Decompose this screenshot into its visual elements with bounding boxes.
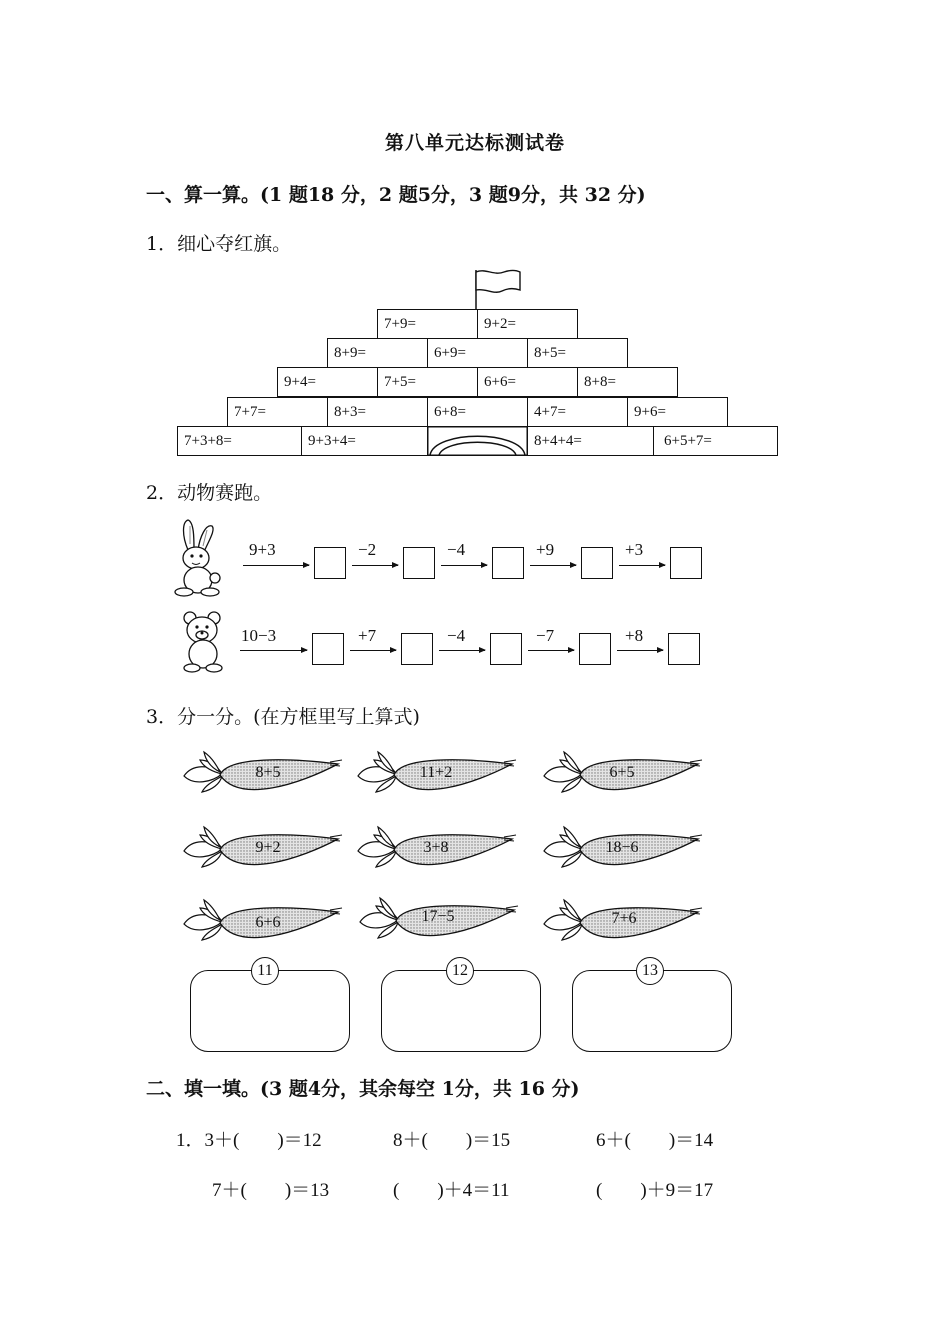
bear-op: +8 (625, 626, 644, 645)
answer-box[interactable] (579, 633, 611, 665)
group-number: 11 (251, 957, 279, 985)
pyramid-cell: 9+2= (477, 309, 578, 339)
pyramid-cell: 4+7= (527, 397, 628, 427)
pyramid-cell: 7+3+8= (177, 426, 302, 456)
carrot-expr: 7+6 (611, 910, 637, 927)
answer-box[interactable] (581, 547, 613, 579)
carrot-expr: 17−5 (421, 908, 455, 925)
fill-blank-equation[interactable]: 8＋( )＝15 (393, 1130, 511, 1151)
section1-heading: 一、算一算。(1 题18 分，2 题5分，3 题9分，共 32 分) (146, 184, 646, 206)
pyramid-cell: 8+4+4= (527, 426, 654, 456)
answer-box[interactable] (490, 633, 522, 665)
fill-blank-equation[interactable]: 6＋( )＝14 (596, 1130, 714, 1151)
arrow (619, 565, 665, 566)
pyramid-cell: 8+3= (327, 397, 428, 427)
flag-icon (470, 268, 530, 313)
arrow (439, 650, 485, 651)
pyramid-arch (427, 426, 528, 456)
carrot-expr: 9+2 (255, 839, 281, 856)
q2-label: 2．动物赛跑。 (146, 482, 273, 504)
arrow (617, 650, 663, 651)
pyramid-cell: 6+6= (477, 367, 578, 397)
rabbit-op: +3 (625, 540, 644, 559)
arrow (528, 650, 574, 651)
bear-start-expr: 10−3 (241, 626, 277, 645)
pyramid-cell: 7+7= (227, 397, 328, 427)
carrot-expr: 8+5 (255, 764, 281, 781)
bear-op: +7 (358, 626, 377, 645)
rabbit-icon (172, 518, 230, 598)
fill-blank-equation[interactable]: ( )＋9＝17 (596, 1180, 714, 1201)
carrot-expr: 11+2 (419, 764, 453, 781)
pyramid-cell: 8+8= (577, 367, 678, 397)
pyramid (0, 0, 950, 470)
rabbit-start-expr: 9+3 (249, 540, 276, 559)
arrow (350, 650, 396, 651)
carrot-expr: 6+5 (609, 764, 635, 781)
carrot-expr: 18−6 (605, 839, 639, 856)
rabbit-op: −4 (447, 540, 466, 559)
fill-blank-equation[interactable]: 1．3＋( )＝12 (176, 1130, 322, 1151)
fill-blank-equation[interactable]: ( )＋4＝11 (393, 1180, 510, 1201)
pyramid-cell: 9+3+4= (301, 426, 428, 456)
answer-box[interactable] (401, 633, 433, 665)
answer-box[interactable] (668, 633, 700, 665)
answer-box[interactable] (312, 633, 344, 665)
bear-op: −4 (447, 626, 466, 645)
answer-box[interactable] (492, 547, 524, 579)
pyramid-cell: 8+9= (327, 338, 428, 368)
arrow (352, 565, 398, 566)
bear-icon (178, 608, 230, 674)
page-title: 第八单元达标测试卷 (384, 132, 565, 154)
carrot-expr: 6+6 (255, 914, 281, 931)
pyramid-cell: 8+5= (527, 338, 628, 368)
q3-label: 3．分一分。(在方框里写上算式) (146, 706, 420, 728)
q1-label: 1．细心夺红旗。 (146, 233, 292, 255)
pyramid-cell: 9+4= (277, 367, 378, 397)
pyramid-cell: 6+5+7= (653, 426, 778, 456)
pyramid-cell: 7+9= (377, 309, 478, 339)
answer-box[interactable] (403, 547, 435, 579)
arrow (240, 650, 307, 651)
group-number: 13 (636, 957, 664, 985)
arrow (441, 565, 487, 566)
pyramid-cell: 9+6= (627, 397, 728, 427)
arrow (530, 565, 576, 566)
arrow (243, 565, 309, 566)
answer-box[interactable] (314, 547, 346, 579)
group-number: 12 (446, 957, 474, 985)
pyramid-cell: 6+9= (427, 338, 528, 368)
carrot-expr: 3+8 (423, 839, 449, 856)
rabbit-op: −2 (358, 540, 377, 559)
fill-blank-equation[interactable]: 7＋( )＝13 (212, 1180, 330, 1201)
bear-op: −7 (536, 626, 555, 645)
section2-heading: 二、填一填。(3 题4分，其余每空 1分，共 16 分) (146, 1078, 580, 1100)
answer-box[interactable] (670, 547, 702, 579)
pyramid-cell: 6+8= (427, 397, 528, 427)
rabbit-op: +9 (536, 540, 555, 559)
pyramid-cell: 7+5= (377, 367, 478, 397)
